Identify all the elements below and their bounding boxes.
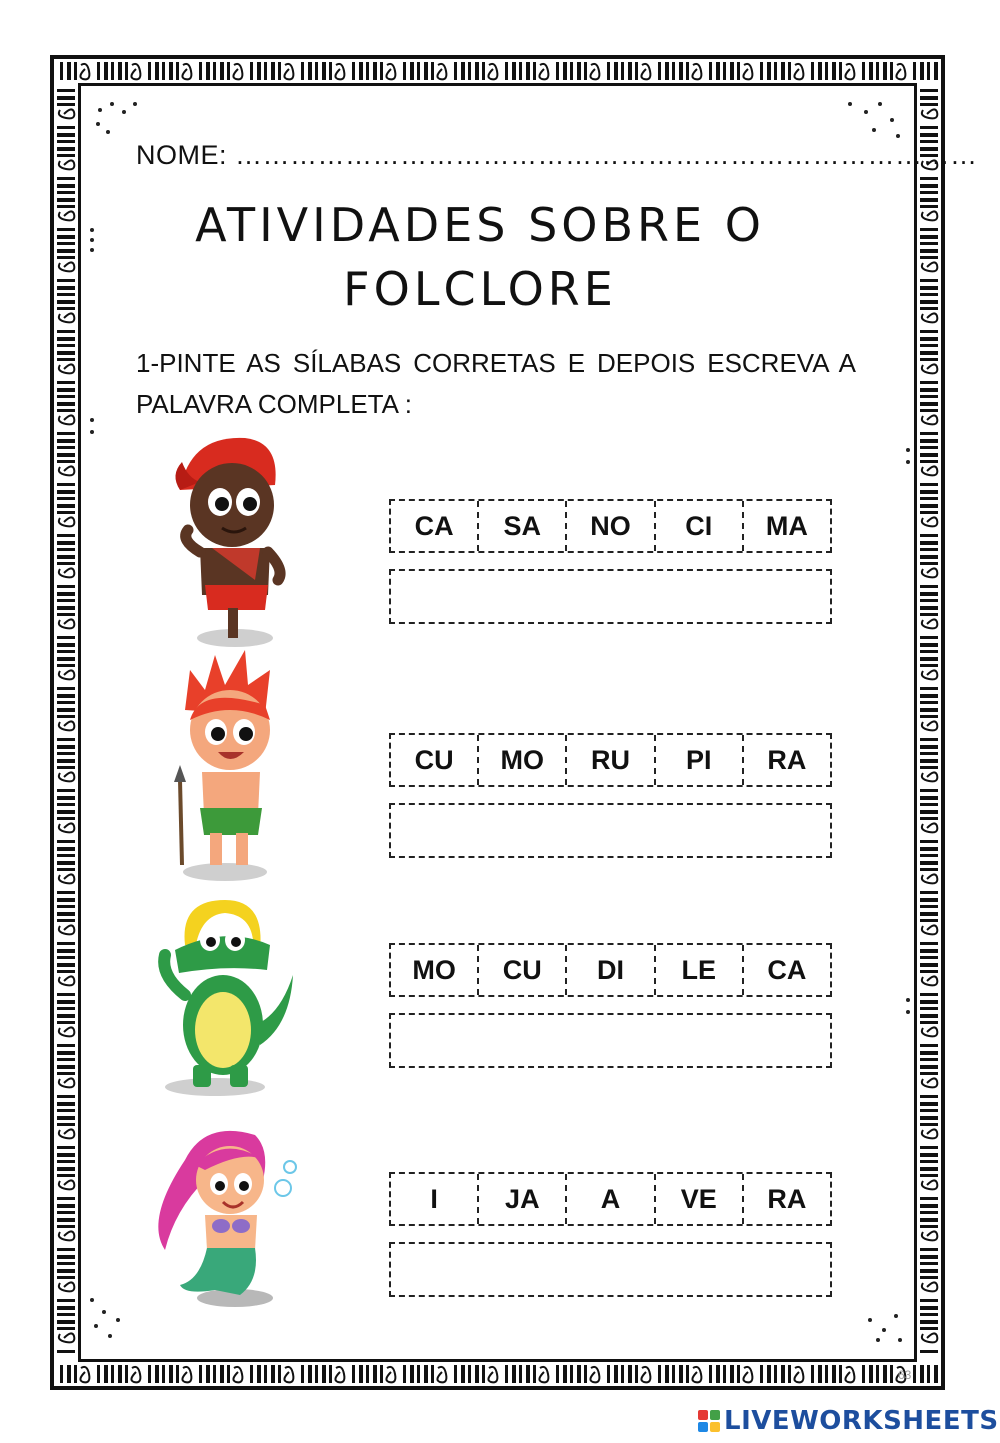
syllable-cell[interactable]: CU <box>479 945 567 995</box>
worksheet-title-line1: ATIVIDADES SOBRE O <box>195 198 765 252</box>
instruction-text <box>136 343 856 425</box>
syllable-cell[interactable]: LE <box>656 945 744 995</box>
syllable-row-4 <box>389 1172 832 1226</box>
syllable-row-2 <box>389 733 832 787</box>
syllable-cell[interactable]: CA <box>767 954 807 985</box>
worksheet-title-line2: FOLCLORE <box>343 262 617 316</box>
syllable-cell[interactable]: VE <box>656 1174 744 1224</box>
liveworksheets-logo-icon <box>698 1410 720 1432</box>
name-field-label: NOME: ……………………………………………………………………… <box>136 140 978 170</box>
answer-input-4[interactable] <box>389 1242 832 1297</box>
page-number: 63 <box>898 1368 912 1382</box>
liveworksheets-logo[interactable] <box>698 1406 999 1436</box>
syllable-cell[interactable]: RA <box>767 1183 807 1214</box>
syllable-cell[interactable]: MO <box>391 945 479 995</box>
instruction-line1: 1-PINTE AS SÍLABAS CORRETAS E DEPOIS ESCREVA A <box>136 348 856 378</box>
syllable-cell[interactable]: SA <box>479 501 567 551</box>
syllable-cell[interactable]: MA <box>765 510 808 541</box>
liveworksheets-brand: LIVEWORKSHEETS <box>724 1406 999 1436</box>
answer-input-3[interactable] <box>389 1013 832 1068</box>
syllable-cell[interactable]: DI <box>567 945 655 995</box>
cuca-icon <box>155 895 300 1100</box>
syllable-row-1 <box>389 499 832 553</box>
iara-icon <box>145 1120 305 1310</box>
syllable-cell[interactable]: A <box>567 1174 655 1224</box>
syllable-cell[interactable]: CI <box>656 501 744 551</box>
syllable-cell[interactable]: CU <box>391 735 479 785</box>
syllable-cell[interactable]: CA <box>391 501 479 551</box>
syllable-cell[interactable]: I <box>391 1174 479 1224</box>
answer-input-1[interactable] <box>389 569 832 624</box>
syllable-cell[interactable]: MO <box>479 735 567 785</box>
instruction-line2: PALAVRA COMPLETA : <box>136 389 412 419</box>
curupira-icon <box>160 650 295 885</box>
syllable-cell[interactable]: RA <box>767 744 807 775</box>
answer-input-2[interactable] <box>389 803 832 858</box>
syllable-cell[interactable]: RU <box>567 735 655 785</box>
syllable-cell[interactable]: NO <box>567 501 655 551</box>
syllable-cell[interactable]: JA <box>479 1174 567 1224</box>
syllable-row-3 <box>389 943 832 997</box>
saci-icon <box>160 430 295 650</box>
syllable-cell[interactable]: PI <box>656 735 744 785</box>
